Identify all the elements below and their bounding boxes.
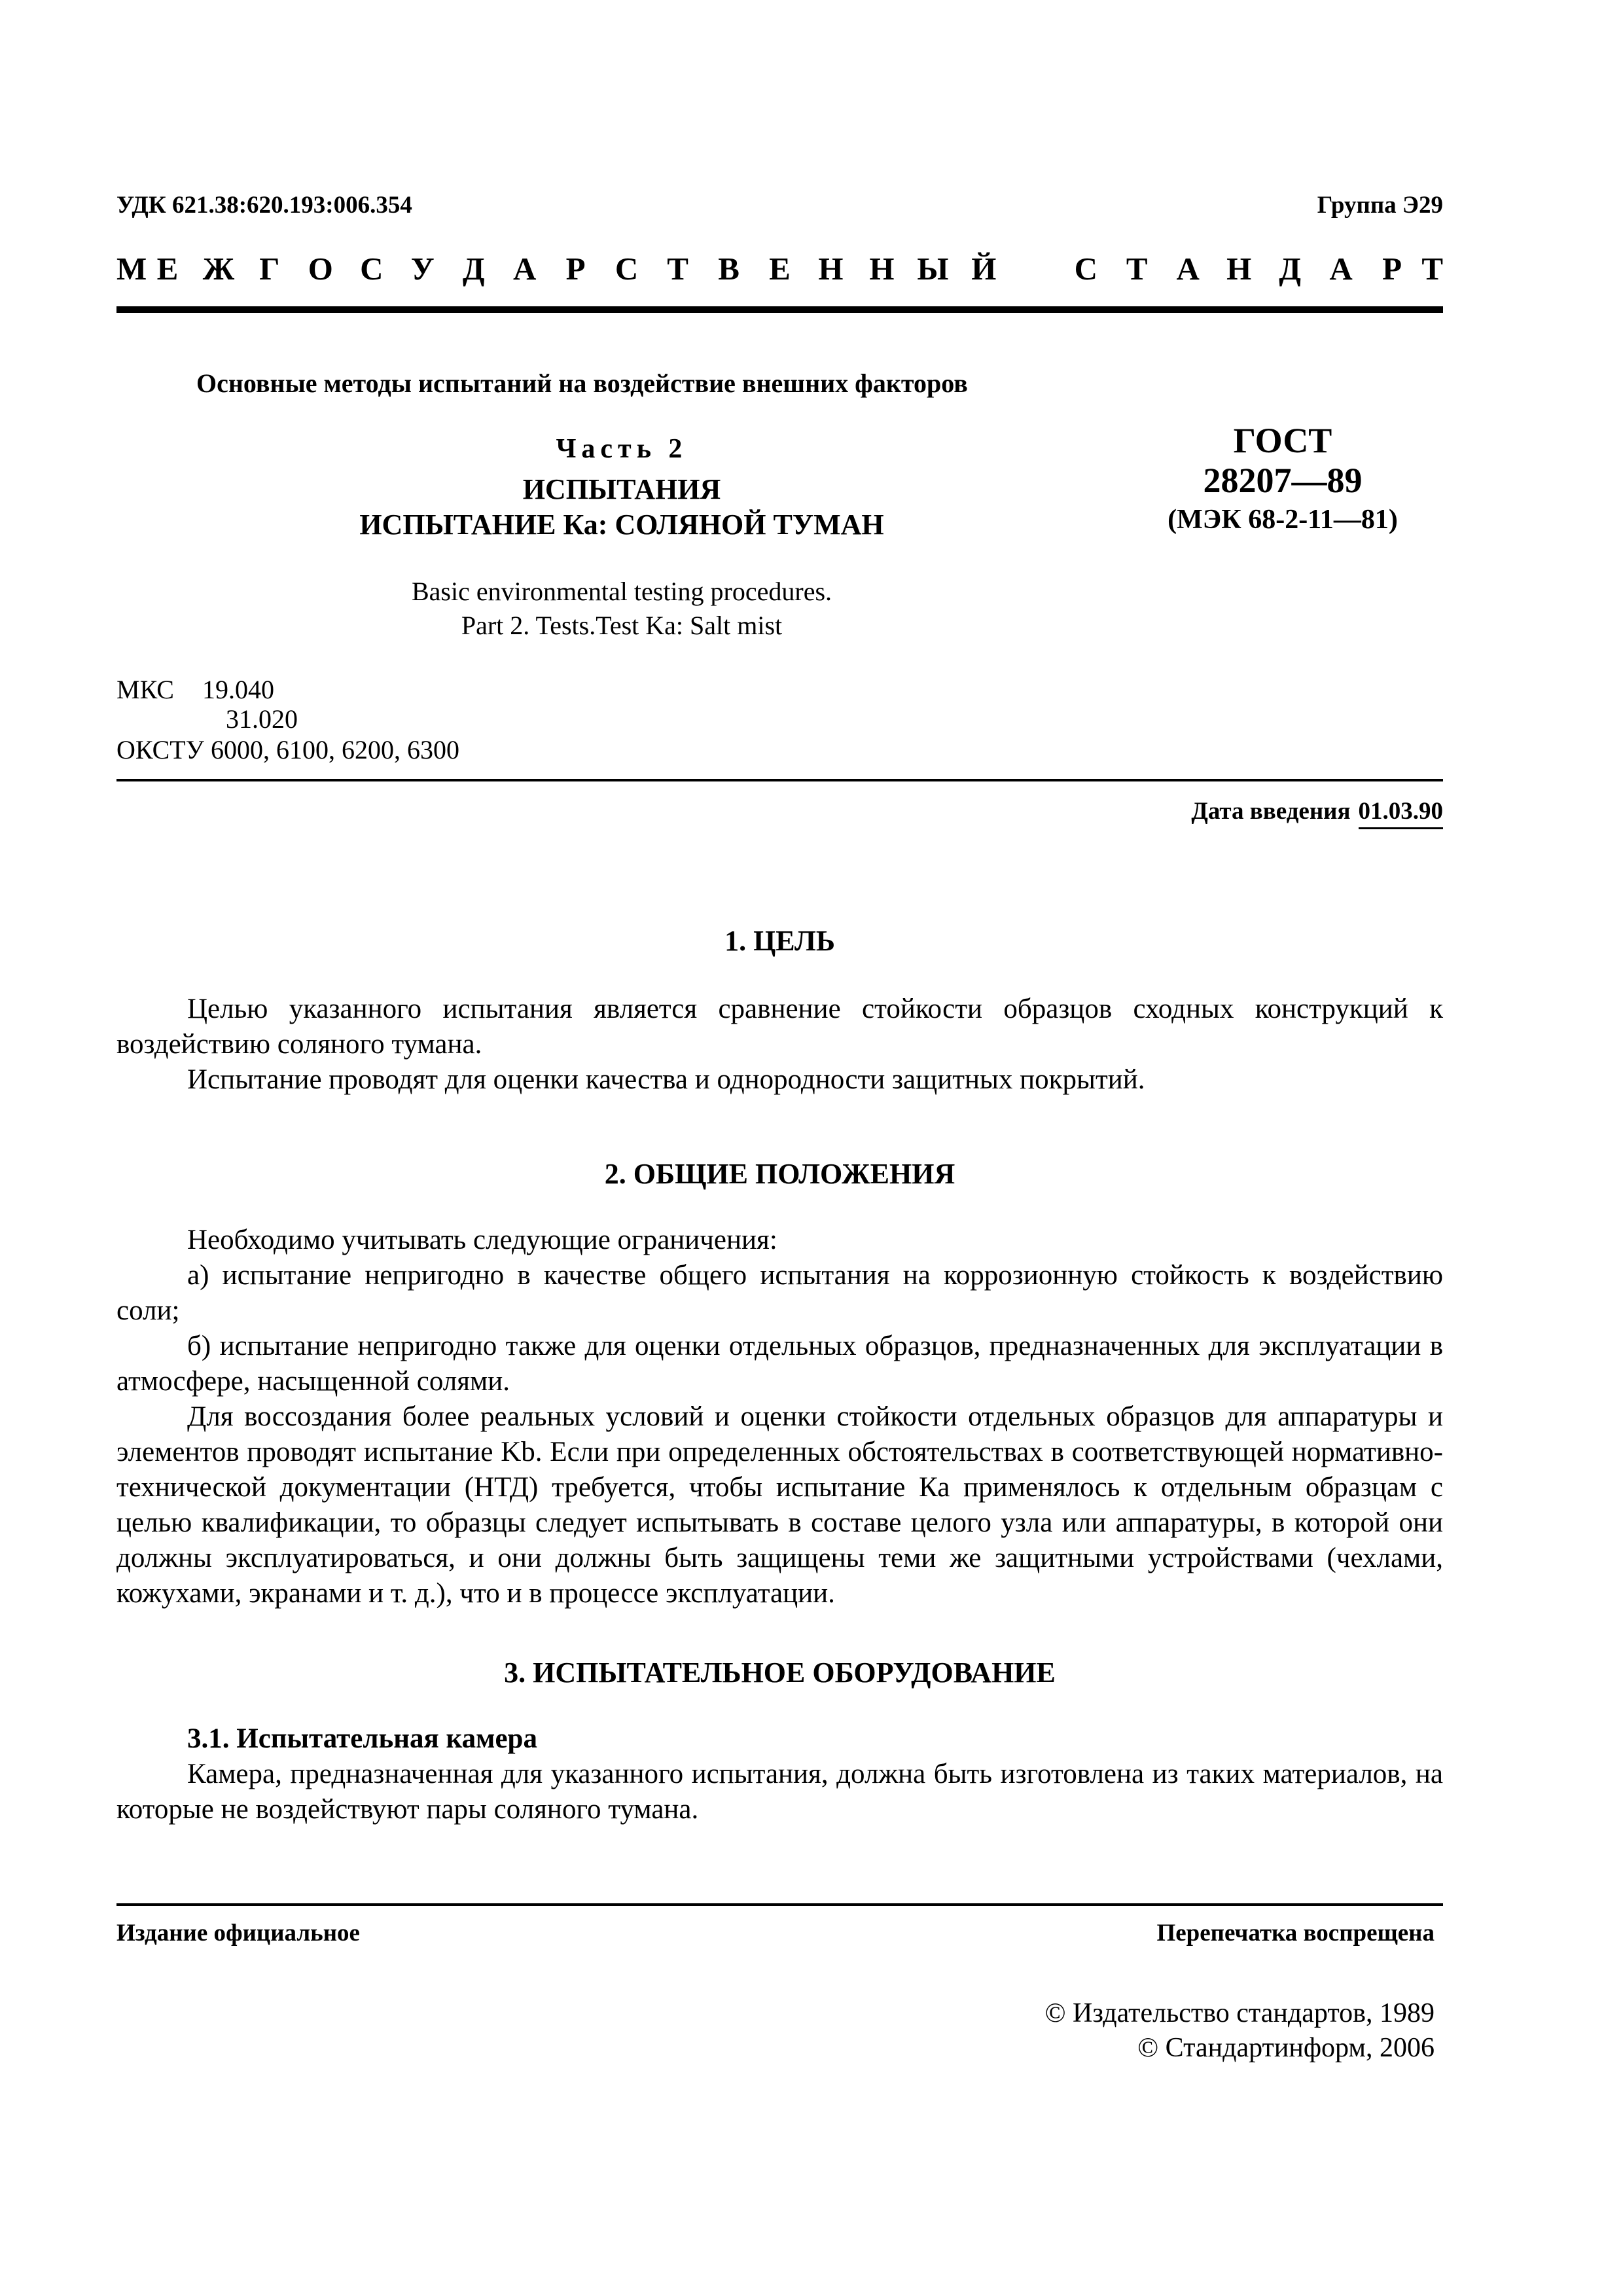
section-1-paragraph-2: Испытание проводят для оценки качества и однородности защитных покрытий. (187, 1064, 1145, 1095)
header-rule (116, 306, 1443, 313)
part-label: Часть 2 (556, 434, 688, 464)
reprint-prohibited-label: Перепечатка воспрещена (1156, 1920, 1435, 1946)
standard-heading-letter: Е (156, 251, 179, 287)
standard-heading-letter: М (116, 251, 147, 287)
copyright-line-1: © Издательство стандартов, 1989 (1044, 1998, 1435, 2028)
standard-heading-letter: А (1329, 251, 1353, 287)
section-2-body (116, 1223, 1443, 1611)
section-1-paragraph-1: Целью указанного испытания является сравнение стойкости образцов сходных конструкций к воздействию соляного тумана. (116, 994, 1443, 1060)
mks-code-2: 31.020 (226, 704, 298, 734)
standard-heading-letter: Т (667, 251, 688, 287)
mks-code-1: 19.040 (202, 675, 274, 704)
standard-heading-letter: С (1074, 251, 1097, 287)
standard-heading-letter: В (718, 251, 740, 287)
group-code: Группа Э29 (1317, 192, 1443, 219)
intro-date-value: 01.03.90 (1359, 798, 1444, 829)
gost-number: 28207—89 (1203, 461, 1363, 500)
english-title-line-1: Basic environmental testing procedures. (411, 577, 832, 606)
mks-label: МКС (116, 675, 174, 704)
section-1-body (116, 992, 1443, 1098)
oksty-codes: ОКСТУ 6000, 6100, 6200, 6300 (116, 735, 460, 764)
section-2-heading: 2. ОБЩИЕ ПОЛОЖЕНИЯ (604, 1158, 955, 1190)
standard-heading-letter: О (308, 251, 333, 287)
interstate-standard-heading (116, 250, 1443, 289)
standard-heading-letter: Р (565, 251, 586, 287)
standard-heading-letter: С (615, 251, 639, 287)
section-3-heading: 3. ИСПЫТАТЕЛЬНОЕ ОБОРУДОВАНИЕ (504, 1657, 1056, 1689)
section-2-paragraph-4: Для воссоздания более реальных условий и оценки стойкости отдельных образцов для аппаратуры и элементов проводят испытание Kb. Если при определенных обстоятельствах в соответствующей нормативно-технической документации (НТД) требуется, чтобы испытание Ка применялось к отдельным образцам с целью квалификации, то образцы следует испытывать в составе целого узла или аппаратуры, в которой они должны эксплуатироваться, и они должны быть защищены теми же защитными устройствами (чехлами, кожухами, экранами и т. д.), что и в процессе эксплуатации. (116, 1401, 1443, 1609)
standard-heading-letter: Г (259, 251, 280, 287)
standard-heading-letter: Р (1382, 251, 1402, 287)
intro-date (1191, 797, 1443, 825)
standard-heading-letter: Д (1279, 251, 1301, 287)
standard-heading-letter: А (512, 251, 537, 287)
footer-rule (116, 1903, 1443, 1906)
standard-heading-letter: Ы (917, 251, 949, 287)
standard-heading-letter: Т (1126, 251, 1148, 287)
standard-heading-letter: Д (462, 251, 485, 287)
series-title: Основные методы испытаний на воздействие внешних факторов (196, 368, 968, 398)
standard-heading-letter: Н (1226, 251, 1252, 287)
intro-date-label: Дата введения (1191, 798, 1351, 825)
title-line-2: ИСПЫТАНИЕ Ка: СОЛЯНОЙ ТУМАН (359, 509, 884, 541)
english-title-line-2: Part 2. Tests.Test Ka: Salt mist (461, 611, 783, 640)
section-3-body (116, 1721, 1443, 1827)
standard-heading-letter: Й (971, 251, 997, 287)
standard-heading-letter: У (410, 251, 435, 287)
standard-heading-letter: Т (1421, 251, 1443, 287)
iec-reference: (МЭК 68-2-11—81) (1168, 505, 1398, 535)
section-3-paragraph-1: Камера, предназначенная для указанного испытания, должна быть изготовлена из таких материалов, на которые не воздействуют пары соляного тумана. (116, 1759, 1443, 1825)
section-2-item-b: б) испытание непригодно также для оценки отдельных образцов, предназначенных для эксплуатации в атмосфере, насыщенной солями. (116, 1331, 1443, 1397)
standard-heading-letter: Н (869, 251, 895, 287)
standard-heading-letter: Е (769, 251, 791, 287)
standard-heading-letter: А (1176, 251, 1200, 287)
official-edition-label: Издание официальное (116, 1920, 360, 1946)
section-2-paragraph-1: Необходимо учитывать следующие ограничения: (187, 1225, 777, 1255)
classification-rule (116, 779, 1443, 781)
subsection-3-1-heading: 3.1. Испытательная камера (187, 1723, 537, 1754)
title-line-1: ИСПЫТАНИЯ (522, 473, 721, 505)
copyright-line-2: © Стандартинформ, 2006 (1137, 2033, 1435, 2063)
gost-label: ГОСТ (1233, 421, 1332, 460)
section-2-item-a: а) испытание непригодно в качестве общего испытания на коррозионную стойкость к воздействию соли; (116, 1260, 1443, 1326)
standard-heading-letter: Ж (202, 251, 235, 287)
section-1-heading: 1. ЦЕЛЬ (724, 925, 835, 957)
standard-heading-letter: С (360, 251, 383, 287)
udk-code: УДК 621.38:620.193:006.354 (116, 192, 412, 219)
standard-heading-letter: Н (818, 251, 844, 287)
